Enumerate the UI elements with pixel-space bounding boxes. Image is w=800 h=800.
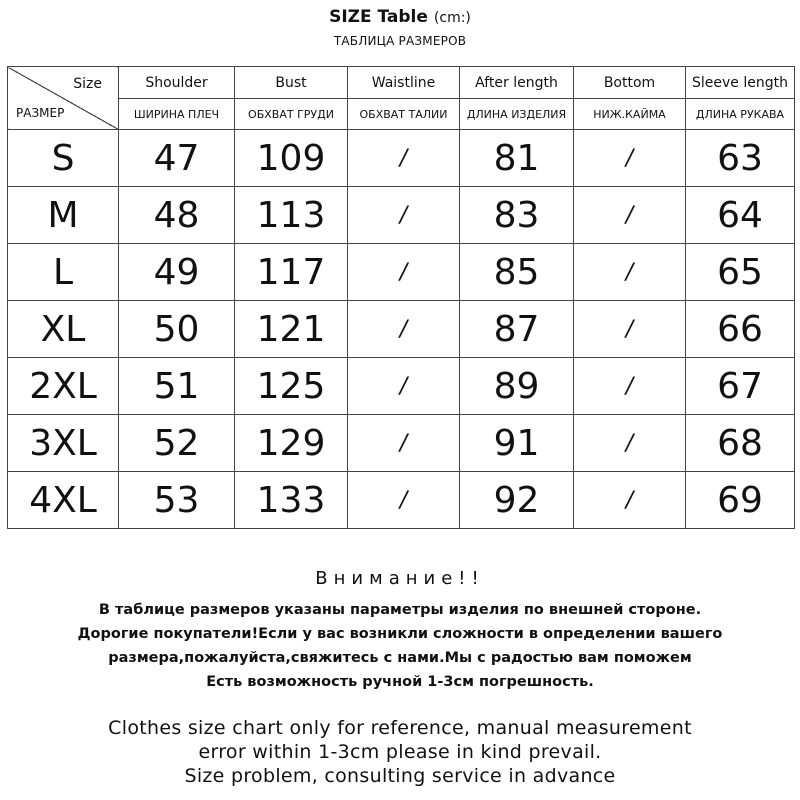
attention-heading: Внимание!! <box>315 568 485 589</box>
table-cell: / <box>574 415 686 472</box>
table-cell: / <box>348 358 460 415</box>
table-cell: 50 <box>119 301 235 358</box>
table-cell: 83 <box>460 187 574 244</box>
table-cell: / <box>574 472 686 529</box>
col-header-waistline: Waistline <box>348 67 460 99</box>
size-label-cell: 4XL <box>8 472 119 529</box>
table-row <box>8 244 795 301</box>
size-table <box>7 66 795 529</box>
col-header-after-length: After length <box>460 67 574 99</box>
corner-razmer-label: РАЗМЕР <box>16 106 65 120</box>
table-cell: 109 <box>235 130 348 187</box>
table-cell: / <box>348 415 460 472</box>
table-cell: 53 <box>119 472 235 529</box>
english-line: Size problem, consulting service in advance <box>184 765 616 787</box>
table-cell: 133 <box>235 472 348 529</box>
table-cell: 89 <box>460 358 574 415</box>
english-line: Clothes size chart only for reference, manual measurement <box>108 717 692 739</box>
table-cell: 117 <box>235 244 348 301</box>
table-cell: 68 <box>686 415 795 472</box>
english-line: error within 1-3cm please in kind prevail. <box>198 741 602 763</box>
col-subheader-waist: ОБХВАТ ТАЛИИ <box>348 99 460 130</box>
table-cell: 66 <box>686 301 795 358</box>
table-cell: 91 <box>460 415 574 472</box>
table-row <box>8 415 795 472</box>
table-cell: 69 <box>686 472 795 529</box>
page-title <box>0 6 800 29</box>
notice-line: В таблице размеров указаны параметры изделия по внешней стороне. <box>98 602 702 618</box>
table-cell: 92 <box>460 472 574 529</box>
table-cell: 121 <box>235 301 348 358</box>
col-header-bottom: Bottom <box>574 67 686 99</box>
page-header <box>0 6 800 49</box>
title-unit: (cm:) <box>433 10 471 26</box>
table-cell: 63 <box>686 130 795 187</box>
notice-line: Есть возможность ручной 1-3см погрешность. <box>206 674 594 690</box>
size-label-cell: 2XL <box>8 358 119 415</box>
table-cell: 51 <box>119 358 235 415</box>
table-cell: 87 <box>460 301 574 358</box>
size-table-body <box>8 130 795 529</box>
corner-header-cell <box>8 67 119 130</box>
table-cell: / <box>574 187 686 244</box>
notice-en <box>0 716 800 788</box>
table-cell: 52 <box>119 415 235 472</box>
table-cell: 47 <box>119 130 235 187</box>
notice-ru <box>0 568 800 694</box>
notice-line: Дорогие покупатели!Если у вас возникли сложности в определении вашего <box>77 626 723 642</box>
table-cell: / <box>348 130 460 187</box>
table-row <box>8 301 795 358</box>
page-subtitle: ТАБЛИЦА РАЗМЕРОВ <box>333 34 467 48</box>
table-cell: 49 <box>119 244 235 301</box>
col-subheader-bust: ОБХВАТ ГРУДИ <box>235 99 348 130</box>
table-cell: / <box>574 130 686 187</box>
header-row-ru <box>8 99 795 130</box>
table-cell: / <box>574 358 686 415</box>
table-row <box>8 472 795 529</box>
table-cell: / <box>348 301 460 358</box>
table-cell: 65 <box>686 244 795 301</box>
size-label-cell: L <box>8 244 119 301</box>
table-cell: / <box>348 244 460 301</box>
table-cell: 64 <box>686 187 795 244</box>
size-label-cell: XL <box>8 301 119 358</box>
table-row <box>8 130 795 187</box>
col-header-shoulder: Shoulder <box>119 67 235 99</box>
table-cell: 67 <box>686 358 795 415</box>
header-row-en <box>8 67 795 99</box>
table-cell: 125 <box>235 358 348 415</box>
table-row <box>8 358 795 415</box>
table-cell: 81 <box>460 130 574 187</box>
col-subheader-sleeve: ДЛИНА РУКАВА <box>686 99 795 130</box>
title-text: SIZE Table <box>329 7 428 27</box>
col-subheader-hem: НИЖ.КАЙМА <box>574 99 686 130</box>
size-label-cell: S <box>8 130 119 187</box>
notice-line: размера,пожалуйста,свяжитесь с нами.Мы с радостью вам поможем <box>108 650 692 666</box>
col-subheader-length: ДЛИНА ИЗДЕЛИЯ <box>460 99 574 130</box>
table-cell: / <box>348 187 460 244</box>
table-cell: / <box>348 472 460 529</box>
size-label-cell: 3XL <box>8 415 119 472</box>
col-header-bust: Bust <box>235 67 348 99</box>
table-cell: 113 <box>235 187 348 244</box>
table-cell: / <box>574 244 686 301</box>
size-label-cell: M <box>8 187 119 244</box>
table-cell: / <box>574 301 686 358</box>
table-cell: 48 <box>119 187 235 244</box>
table-cell: 129 <box>235 415 348 472</box>
col-subheader-shoulder: ШИРИНА ПЛЕЧ <box>119 99 235 130</box>
table-cell: 85 <box>460 244 574 301</box>
col-header-sleeve-length: Sleeve length <box>686 67 795 99</box>
corner-size-label: Size <box>73 76 102 92</box>
table-row <box>8 187 795 244</box>
